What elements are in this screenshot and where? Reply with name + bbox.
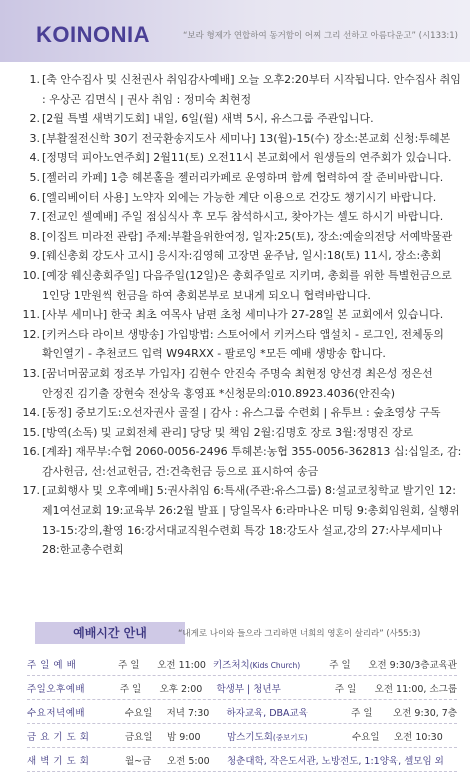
list-item — [20, 442, 462, 481]
service-time: 오전 5:00 — [167, 755, 210, 767]
group-time: 오전 9:30/3층교육관 — [368, 659, 457, 671]
item-text: [교회행사 및 오후예배] 5:권사취임 6:특새(주관:유스그룹) 8:설교코칭학교 발기인 12:제1여선교회 19:교육부 26:2월 발표 | 당일목사 6:라마나온 미팅 9:총회임원회, 실행위 13-15:강의,촬영 16:강서대교직원수련회 특강 18:강도사 설교,강의 27:사부세미나 28:한교총수련회 — [42, 484, 460, 557]
service-name: 새 벽 기 도 회 — [27, 755, 90, 767]
item-text: [사부 세미나] 한국 최초 여목사 남편 초청 세미나가 27-28일 본 교회에서 있습니다. — [42, 308, 444, 322]
group-label: 청춘대학, 작은도서관, 노방전도, 1:1양육, 셀모임 외 — [227, 755, 444, 767]
item-text: [이집트 미라전 관람] 주제:부활을위한여정, 일자:25(토), 장소:예술의전당 서예박물관 — [42, 229, 453, 243]
service-time: 밤 9:00 — [167, 731, 201, 743]
table-row — [27, 724, 457, 748]
list-item — [20, 168, 462, 188]
list-item — [20, 246, 462, 266]
list-item — [20, 325, 462, 364]
item-text: [젤러리 카페] 1층 헤본홀을 젤러리카페로 운영하며 함께 협력하여 잘 준비바랍니다. — [42, 170, 444, 184]
list-item — [20, 364, 462, 403]
list-item — [20, 188, 462, 208]
group-day: 수요일 — [352, 731, 380, 743]
service-day: 금요일 — [125, 731, 153, 743]
table-row — [27, 748, 457, 772]
group-time: 오전 9:30, 7층 — [393, 707, 457, 719]
item-text: [계좌] 재무부:수협 2060-0056-2496 투헤본:농협 355-0056-362813 십:십일조, 감:감사헌금, 선:선교헌금, 건:건축헌금 등으로 표시하여 송금 — [42, 445, 462, 478]
item-number: 9. — [29, 249, 40, 263]
list-item — [20, 70, 462, 109]
item-number: 8. — [29, 229, 40, 243]
service-header — [0, 620, 470, 646]
service-name: 금 요 기 도 회 — [27, 731, 90, 743]
header-banner — [0, 0, 470, 62]
list-item — [20, 207, 462, 227]
item-number: 10. — [22, 268, 40, 282]
item-text: [2월 특별 새벽기도회] 내일, 6일(월) 새벽 5시, 유스그룹 주관입니다. — [42, 112, 374, 126]
service-name: 수요저녁예배 — [27, 707, 86, 719]
service-time: 오후 2:00 — [159, 683, 203, 695]
item-number: 13. — [22, 366, 40, 380]
item-number: 1. — [29, 73, 40, 86]
group-label: 맘스기도회 — [227, 731, 273, 743]
item-text: [엘리베이터 사용] 노약자 외에는 가능한 계단 이용으로 건강도 챙기시기 바랍니다. — [42, 190, 437, 204]
service-day: 월~금 — [125, 755, 152, 767]
item-text: [웨신총회 강도사 고시] 응시자:김영혜 고장면 윤주남, 일시:18(토) 11시, 장소:총회 — [42, 249, 442, 263]
item-text: [동정] 중보기도:오선자권사 골절 | 감사 : 유스그룹 수련회 | 유투브 : 숲초영상 구독 — [42, 406, 441, 420]
item-text: [꿈너머꿈교회 정조부 가입자] 김현수 안진숙 주명숙 최현정 양선경 최은성 정은선 안정진 김기출 장현숙 전상욱 홍영표 *신청문의:010.8923.4036(안진숙) — [42, 366, 433, 400]
item-number: 4. — [29, 151, 40, 165]
list-item — [20, 227, 462, 247]
item-number: 12. — [22, 327, 40, 341]
service-time: 오전 11:00 — [157, 659, 206, 671]
service-table — [27, 652, 457, 772]
list-item — [20, 481, 462, 559]
item-number: 16. — [22, 445, 40, 459]
list-item — [20, 109, 462, 129]
item-text: [방역(소독) 및 교회전체 관리] 당당 및 책임 2월:김명호 장로 3월:정명진 장로 — [42, 425, 414, 439]
group-day: 주 일 — [351, 707, 373, 719]
service-time: 저녁 7:30 — [166, 707, 210, 719]
group-name — [227, 753, 444, 767]
list-item — [20, 403, 462, 423]
list-item — [20, 148, 462, 168]
table-row — [27, 700, 457, 724]
table-row — [27, 652, 457, 676]
group-label: 하자교육, DBA교육 — [226, 707, 308, 719]
item-text: [예장 웨신총회주일] 다음주일(12일)은 총회주일로 지키며, 총회를 위한 특별헌금으로 1인당 1만원씩 헌금을 하여 총회본부로 보내게 되오니 협력바랍니다. — [42, 268, 452, 302]
item-number: 7. — [29, 210, 40, 224]
item-number: 14. — [22, 406, 40, 420]
item-text: [키커스타 라이브 생방송] 가입방법: 스토어에서 키커스타 앱설치 - 로그인, 전체동의 확인열기 - 추천코드 입력 W94RXX - 팔로잉 *모든 예배 생방송 합니다. — [42, 327, 444, 361]
item-text: [전교인 셀예배] 주일 점심식사 후 모두 참석하시고, 찾아가는 셀도 하시기 바랍니다. — [42, 210, 444, 224]
table-row — [27, 676, 457, 700]
group-label: 키즈처치 — [213, 659, 250, 671]
service-name: 주일오후예배 — [27, 683, 86, 695]
item-number: 11. — [22, 308, 40, 322]
item-number: 2. — [29, 112, 40, 126]
group-day: 주 일 — [329, 659, 351, 671]
group-name — [226, 705, 351, 719]
list-item — [20, 305, 462, 325]
service-day: 주 일 — [119, 683, 142, 695]
item-text: [부활절전신학 30기 전국환송지도사 세미나] 13(월)-15(수) 장소:본교회 신청:투헤본 — [42, 131, 451, 145]
item-number: 5. — [29, 170, 40, 184]
page-title: KOINONIA — [36, 22, 150, 47]
list-item — [20, 266, 462, 305]
group-note: (중보기도) — [272, 732, 308, 742]
header-quote: “보라 형제가 연합하여 동거함이 어찌 그리 선하고 아름다운고” (시133:1) — [182, 31, 458, 41]
item-text: [정명덕 피아노연주회] 2월11(토) 오전11시 본교회에서 원생들의 연주회가 있습니다. — [42, 151, 452, 165]
item-number: 15. — [22, 425, 40, 439]
item-text: [축 안수집사 및 신천권사 취임감사예배] 오늘 오후2:20부터 시작됩니다. 안수집사 취임 : 우상곤 김면식 | 권사 취임 : 정미숙 최현정 — [42, 73, 461, 106]
service-heading: 예배시간 안내 — [35, 622, 185, 644]
service-quote: “내게로 나이와 들으라 그리하면 너희의 영혼이 살리라” (사55:3) — [178, 629, 421, 639]
group-time: 오전 11:00, 소그룹 — [374, 683, 457, 695]
group-time: 오전 10:30 — [394, 731, 443, 743]
service-day: 주 일 — [118, 659, 140, 671]
announcement-list — [20, 70, 462, 560]
item-number: 3. — [29, 131, 40, 145]
group-name — [213, 657, 329, 671]
service-day: 수요일 — [124, 707, 153, 719]
item-number: 17. — [22, 484, 40, 498]
list-item — [20, 423, 462, 443]
service-name: 주 일 예 배 — [27, 659, 77, 671]
group-name — [227, 729, 352, 743]
group-day: 주 일 — [334, 683, 357, 695]
group-name — [216, 681, 334, 695]
group-note: (Kids Church) — [249, 660, 301, 670]
group-label: 학생부 | 청년부 — [216, 683, 281, 695]
list-item — [20, 129, 462, 149]
item-number: 6. — [29, 190, 40, 204]
